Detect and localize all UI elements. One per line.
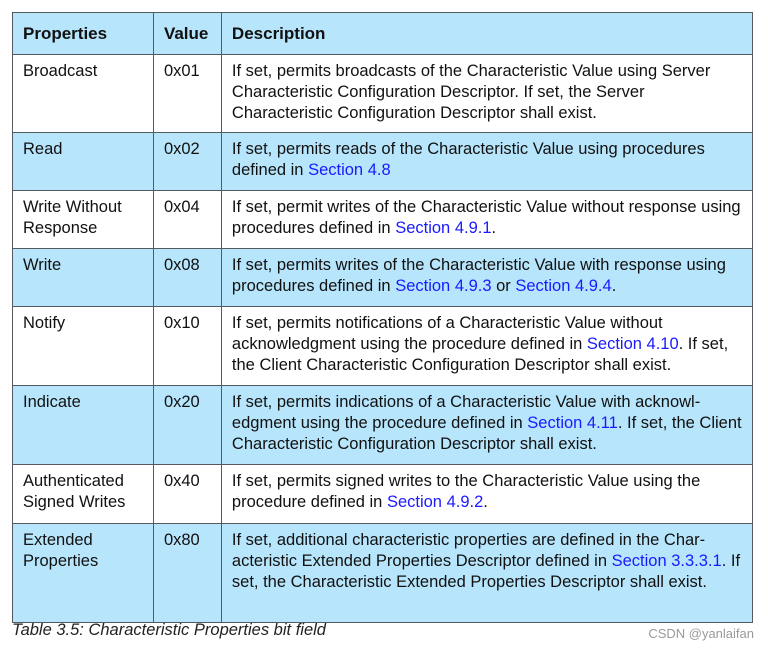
table-row xyxy=(13,249,753,307)
property-value: 0x08 xyxy=(153,249,221,307)
description-text: If set, permits indications of a Characteristic Value with acknowl-edgment using the procedure defined in xyxy=(231,393,701,432)
description-text: If set, permits notifications of a Characteristic Value without acknowledgment using the procedure defined in xyxy=(231,314,663,353)
description-text: If set, permits broadcasts of the Characteristic Value using Server Characteristic Configuration Descriptor. If set, the Server Characteristic Configuration Descriptor shall exist. xyxy=(231,62,711,122)
description-text: or xyxy=(491,277,516,295)
property-name: Write xyxy=(13,249,154,307)
property-description xyxy=(221,55,752,133)
property-name: Read xyxy=(13,133,154,191)
description-text: If set, additional characteristic properties are defined in the Char-acteristic Extended Properties Descriptor defined in xyxy=(231,531,706,570)
property-description xyxy=(221,465,752,524)
watermark: CSDN @yanlaifan xyxy=(648,626,754,641)
table-row xyxy=(13,133,753,191)
section-link[interactable]: Section 3.3.3.1 xyxy=(611,552,722,570)
description-text: If set, permits signed writes to the Characteristic Value using the procedure defined in xyxy=(231,472,701,511)
description-text: If set, permit writes of the Characteristic Value without response using procedures defined in xyxy=(231,198,741,237)
description-text: . xyxy=(491,219,497,237)
characteristic-properties-table xyxy=(12,12,753,623)
property-description xyxy=(221,191,752,249)
property-name: Broadcast xyxy=(13,55,154,133)
property-name: Write Without Response xyxy=(13,191,154,249)
table-caption: Table 3.5: Characteristic Properties bit field xyxy=(12,621,326,639)
property-value: 0x01 xyxy=(153,55,221,133)
property-value: 0x04 xyxy=(153,191,221,249)
table-row xyxy=(13,191,753,249)
property-name: Notify xyxy=(13,307,154,386)
property-description xyxy=(221,133,752,191)
table-row xyxy=(13,524,753,623)
description-text: . If set, the Characteristic Extended Properties Descriptor shall exist. xyxy=(231,552,741,591)
section-link[interactable]: Section 4.10 xyxy=(586,335,679,353)
table-row xyxy=(13,307,753,386)
table-row xyxy=(13,465,753,524)
description-text: If set, permits reads of the Characteristic Value using procedures defined in xyxy=(231,140,705,179)
property-value: 0x20 xyxy=(153,386,221,465)
property-name: Extended Properties xyxy=(13,524,154,623)
property-value: 0x40 xyxy=(153,465,221,524)
table-row xyxy=(13,386,753,465)
section-link[interactable]: Section 4.9.2 xyxy=(386,493,484,511)
section-link[interactable]: Section 4.9.4 xyxy=(515,277,612,295)
description-text: . xyxy=(483,493,488,511)
description-text: . xyxy=(611,277,617,295)
header-properties: Properties xyxy=(13,13,154,55)
section-link[interactable]: Section 4.11 xyxy=(527,414,618,432)
section-link[interactable]: Section 4.9.3 xyxy=(395,277,492,295)
table-header-row xyxy=(13,13,753,55)
property-name: Authenticated Signed Writes xyxy=(13,465,154,524)
property-description xyxy=(221,386,752,465)
section-link[interactable]: Section 4.9.1 xyxy=(395,219,492,237)
property-name: Indicate xyxy=(13,386,154,465)
table-row xyxy=(13,55,753,133)
property-description xyxy=(221,307,752,386)
property-description xyxy=(221,249,752,307)
property-value: 0x10 xyxy=(153,307,221,386)
description-text: If set, permits writes of the Characteristic Value with response using procedures defined in xyxy=(231,256,726,295)
header-description: Description xyxy=(221,13,752,55)
section-link[interactable]: Section 4.8 xyxy=(308,161,391,179)
header-value: Value xyxy=(153,13,221,55)
property-value: 0x80 xyxy=(153,524,221,623)
description-text: . If set, the Client Characteristic Configuration Descriptor shall exist. xyxy=(231,335,729,374)
property-value: 0x02 xyxy=(153,133,221,191)
description-text: . If set, the Client Characteristic Configuration Descriptor shall exist. xyxy=(231,414,742,453)
property-description xyxy=(221,524,752,623)
